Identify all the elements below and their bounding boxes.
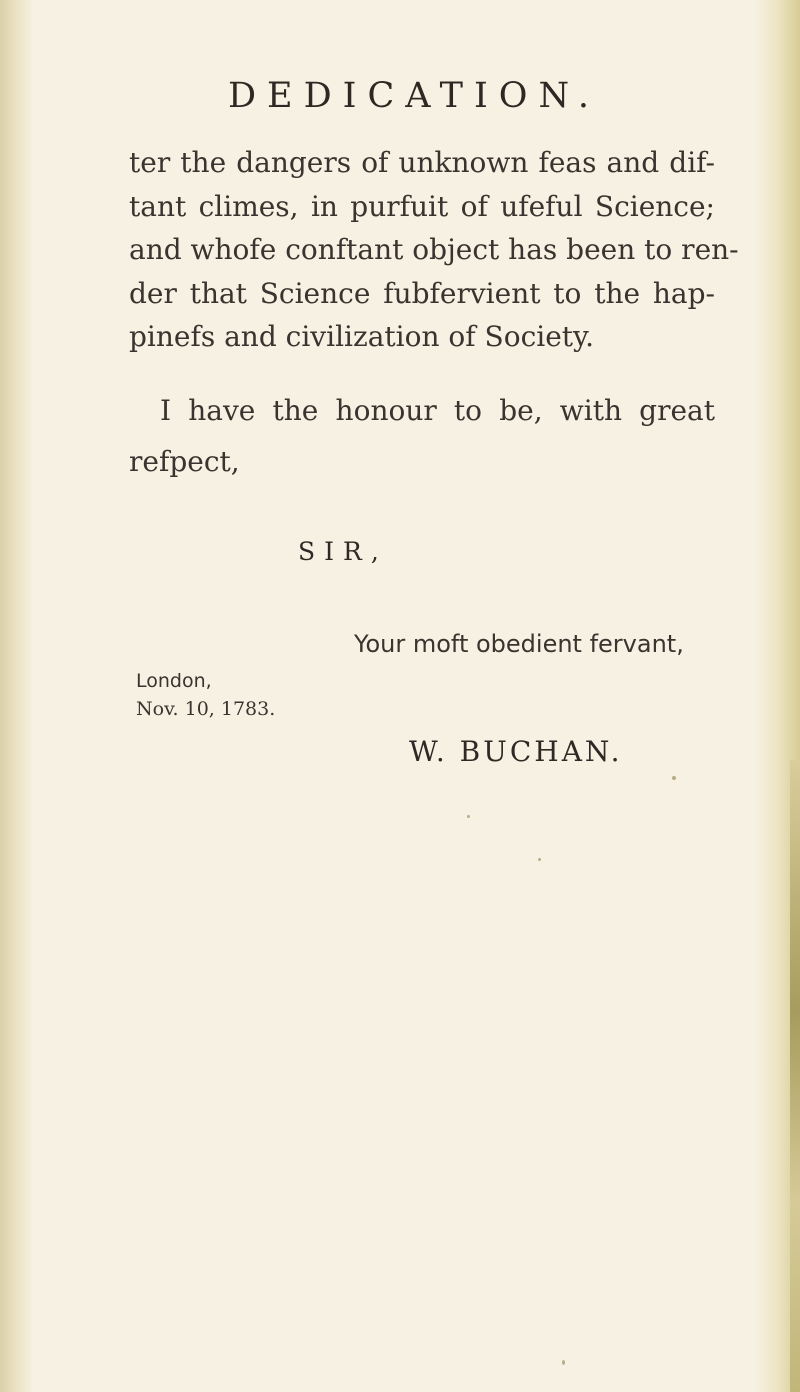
paper-speck (562, 1360, 565, 1365)
place: London, (136, 670, 212, 692)
closing-line (160, 389, 715, 433)
closing-line-2: refpect, (129, 445, 240, 478)
closing-line-1: I have the honour to be, with great (160, 394, 715, 427)
page-edge-left (0, 0, 34, 1392)
paragraph-line: der that Science fubfervient to the hap- (129, 276, 715, 310)
page-header: DEDICATION. (228, 76, 601, 116)
salutation: SIR, (298, 537, 388, 566)
date: Nov. 10, 1783. (136, 698, 276, 720)
signoff: Your moft obedient fervant, (354, 630, 684, 658)
paper-speck (538, 858, 541, 861)
paragraph-line: ter the dangers of unknown feas and dif- (129, 146, 715, 179)
binding-shadow (790, 760, 800, 1392)
dedication-paragraph (129, 141, 739, 359)
paragraph-line: pinefs and civilization of Society. (129, 320, 595, 353)
paragraph-line: tant climes, in purfuit of ufeful Science; (129, 189, 715, 223)
signature: W. BUCHAN. (409, 735, 623, 768)
paragraph-line: and whofe conftant object has been to ren- (129, 233, 739, 266)
paper-speck (672, 776, 676, 780)
paper-speck (467, 815, 470, 818)
